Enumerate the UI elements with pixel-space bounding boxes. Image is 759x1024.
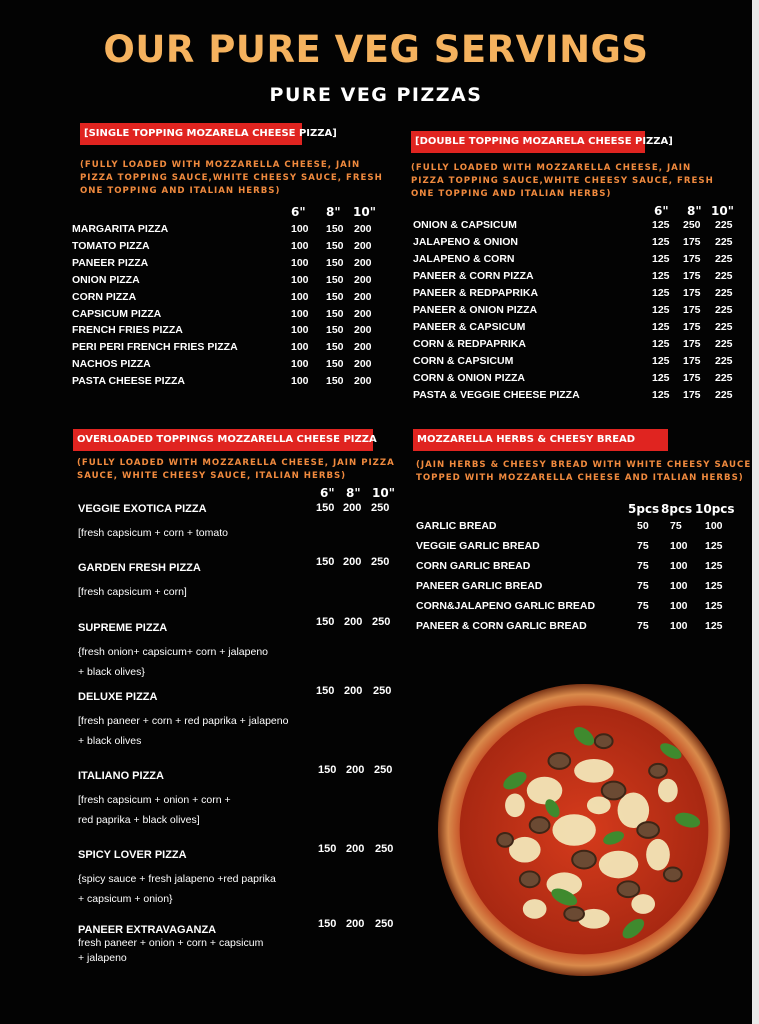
double-topping-price: 225 — [715, 321, 733, 333]
single-topping-price: 200 — [354, 273, 372, 286]
double-topping-price: 125 — [652, 236, 670, 248]
double-topping-name: PANEER & REDPAPRIKA — [413, 287, 539, 299]
single-topping-price: 150 — [326, 358, 344, 371]
bread-name: CORN GARLIC BREAD — [416, 560, 531, 572]
double-topping-price: 125 — [652, 355, 670, 367]
overloaded-pizza-price: 200 — [346, 843, 365, 855]
double-topping-price: 125 — [652, 270, 670, 282]
single-topping-price: 150 — [326, 256, 344, 269]
single-topping-banner: [SINGLE TOPPING MOZARELA CHEESE PIZZA] — [80, 123, 302, 145]
double-topping-price: 125 — [652, 287, 670, 299]
double-topping-price: 175 — [683, 304, 701, 316]
overloaded-pizza-price: 250 — [375, 843, 394, 855]
double-topping-name: CORN & CAPSICUM — [413, 355, 514, 367]
overloaded-pizza-ingredients: {spicy sauce + fresh jalapeno +red paprika + capsicum + onion} — [78, 873, 276, 905]
single-topping-price: 200 — [354, 324, 372, 337]
overloaded-pizza-price: 150 — [316, 556, 335, 568]
double-topping-price: 250 — [683, 219, 701, 231]
bread-price: 75 — [637, 600, 649, 612]
double-topping-price: 175 — [683, 270, 701, 282]
double-topping-price: 175 — [683, 389, 701, 401]
double-topping-price: 225 — [715, 287, 733, 299]
bread-price: 100 — [670, 580, 688, 592]
double-topping-price: 125 — [652, 253, 670, 265]
single-topping-name: NACHOS PIZZA — [72, 358, 151, 371]
single-topping-name: MARGARITA PIZZA — [72, 223, 169, 235]
double-topping-name: PANEER & CAPSICUM — [413, 321, 526, 333]
double-topping-name: PASTA & VEGGIE CHEESE PIZZA — [413, 389, 580, 401]
page-title: OUR PURE VEG SERVINGS — [103, 28, 649, 71]
single-topping-price: 100 — [291, 223, 309, 235]
single-topping-price: 150 — [326, 239, 344, 252]
single-topping-name: FRENCH FRIES PIZZA — [72, 324, 183, 337]
overloaded-pizza-price: 150 — [318, 764, 337, 776]
single-topping-price: 150 — [326, 375, 344, 388]
overloaded-topping-banner: OVERLOADED TOPPINGS MOZZARELLA CHEESE PIZZA — [73, 429, 373, 451]
overloaded-pizza-price: 150 — [318, 843, 337, 855]
single-topping-price: 100 — [291, 256, 309, 269]
overloaded-pizza-price: 250 — [375, 918, 394, 930]
overloaded-pizza-price: 200 — [343, 502, 362, 514]
double-topping-description: (FULLY LOADED WITH MOZZARELLA CHEESE, JAIN PIZZA TOPPING SAUCE,WHITE CHEESY SAUCE, FRESH ONE TOPPING AND ITALIAN HERBS) — [411, 163, 714, 199]
overloaded-pizza-price: 150 — [316, 685, 335, 697]
single-topping-price: 200 — [354, 341, 372, 354]
double-topping-price: 225 — [715, 355, 733, 367]
double-topping-price: 225 — [715, 372, 733, 384]
single-topping-price: 150 — [326, 223, 344, 235]
single-topping-price: 150 — [326, 341, 344, 354]
single-topping-price: 100 — [291, 273, 309, 286]
bread-price: 100 — [670, 560, 688, 572]
double-topping-price: 175 — [683, 338, 701, 350]
single-topping-price: 100 — [291, 307, 309, 320]
single-topping-price: 100 — [291, 290, 309, 303]
double-topping-price: 175 — [683, 287, 701, 299]
overloaded-pizza-price: 200 — [344, 616, 363, 628]
double-topping-price: 225 — [715, 236, 733, 248]
overloaded-pizza-name: DELUXE PIZZA — [78, 691, 158, 703]
bread-price: 125 — [705, 540, 723, 552]
bread-name: CORN&JALAPENO GARLIC BREAD — [416, 600, 596, 612]
double-topping-name: JALAPENO & ONION — [413, 236, 519, 248]
double-topping-name: CORN & ONION PIZZA — [413, 372, 525, 384]
double-topping-price: 125 — [652, 372, 670, 384]
bread-price: 75 — [637, 560, 649, 572]
double-topping-price: 225 — [715, 304, 733, 316]
overloaded-pizza-name: VEGGIE EXOTICA PIZZA — [78, 503, 207, 515]
single-topping-price: 100 — [291, 341, 309, 354]
single-topping-name: CORN PIZZA — [72, 290, 137, 303]
bread-price: 100 — [705, 520, 723, 532]
overloaded-pizza-name: ITALIANO PIZZA — [78, 770, 164, 782]
bread-price: 125 — [705, 600, 723, 612]
double-topping-price: 175 — [683, 321, 701, 333]
overloaded-pizza-price: 250 — [373, 685, 392, 697]
overloaded-pizza-ingredients: [fresh paneer + corn + red paprika + jalapeno + black olives — [78, 715, 289, 747]
double-topping-name: PANEER & CORN PIZZA — [413, 270, 534, 282]
bread-name: GARLIC BREAD — [416, 520, 497, 532]
overloaded-pizza-price: 150 — [316, 616, 335, 628]
overloaded-pizza-price: 200 — [343, 556, 362, 568]
single-topping-price: 200 — [354, 239, 372, 252]
single-topping-name: TOMATO PIZZA — [72, 239, 150, 252]
double-topping-price: 125 — [652, 389, 670, 401]
single-topping-price: 200 — [354, 223, 372, 235]
bread-price: 75 — [670, 520, 682, 532]
single-topping-name: CAPSICUM PIZZA — [72, 307, 162, 320]
overloaded-pizza-ingredients: [fresh capsicum + corn] — [78, 586, 187, 598]
bread-price: 75 — [637, 580, 649, 592]
double-topping-price: 175 — [683, 372, 701, 384]
overloaded-pizza-price: 150 — [316, 502, 335, 514]
overloaded-pizza-price: 150 — [318, 918, 337, 930]
double-topping-banner: [DOUBLE TOPPING MOZARELA CHEESE PIZZA] — [411, 131, 645, 153]
overloaded-pizza-price: 250 — [371, 502, 390, 514]
bread-price: 75 — [637, 620, 649, 632]
single-topping-price: 200 — [354, 256, 372, 269]
single-topping-price: 150 — [326, 307, 344, 320]
double-topping-name: CORN & REDPAPRIKA — [413, 338, 526, 350]
bread-price: 50 — [637, 520, 649, 532]
double-topping-price: 225 — [715, 219, 733, 231]
overloaded-pizza-ingredients: {fresh onion+ capsicum+ corn + jalapeno + black olives} — [78, 646, 268, 678]
double-topping-price: 225 — [715, 338, 733, 350]
overloaded-pizza-name: GARDEN FRESH PIZZA — [78, 562, 201, 574]
bread-name: PANEER & CORN GARLIC BREAD — [416, 620, 587, 632]
single-topping-price: 200 — [354, 358, 372, 371]
double-topping-name: ONION & CAPSICUM — [413, 219, 517, 231]
bread-price: 100 — [670, 620, 688, 632]
double-topping-price: 125 — [652, 219, 670, 231]
overloaded-topping-description: (FULLY LOADED WITH MOZZARELLA CHEESE, JAIN PIZZA SAUCE, WHITE CHEESY SAUCE, ITALIAN HERBS) — [77, 458, 395, 481]
overloaded-pizza-price: 250 — [374, 764, 393, 776]
single-topping-price: 200 — [354, 375, 372, 388]
single-topping-price: 100 — [291, 375, 309, 388]
bread-price: 125 — [705, 580, 723, 592]
single-topping-name: PANEER PIZZA — [72, 256, 149, 269]
single-topping-price: 150 — [326, 273, 344, 286]
single-topping-price: 200 — [354, 307, 372, 320]
pizza-photo — [436, 682, 732, 978]
bread-price: 75 — [637, 540, 649, 552]
bread-name: PANEER GARLIC BREAD — [416, 580, 543, 592]
bread-price: 125 — [705, 620, 723, 632]
single-topping-name: PASTA CHEESE PIZZA — [72, 375, 185, 388]
double-topping-price: 125 — [652, 304, 670, 316]
single-topping-name: PERI PERI FRENCH FRIES PIZZA — [72, 341, 238, 354]
single-topping-price: 100 — [291, 239, 309, 252]
single-topping-description: (FULLY LOADED WITH MOZZARELLA CHEESE, JAIN PIZZA TOPPING SAUCE,WHITE CHEESY SAUCE, FRESH ONE TOPPING AND ITALIAN HERBS) — [80, 160, 383, 196]
double-topping-price: 175 — [683, 253, 701, 265]
single-topping-price: 150 — [326, 324, 344, 337]
bread-banner: MOZZARELLA HERBS & CHEESY BREAD — [413, 429, 668, 451]
bread-price: 100 — [670, 600, 688, 612]
overloaded-pizza-price: 200 — [346, 918, 365, 930]
single-topping-name: ONION PIZZA — [72, 273, 140, 286]
double-topping-name: JALAPENO & CORN — [413, 253, 515, 265]
overloaded-pizza-price: 200 — [346, 764, 365, 776]
double-topping-price: 175 — [683, 355, 701, 367]
double-topping-price: 225 — [715, 253, 733, 265]
overloaded-pizza-ingredients: [fresh capsicum + corn + tomato — [78, 527, 228, 539]
overloaded-pizza-price: 200 — [344, 685, 363, 697]
bread-description: (JAIN HERBS & CHEESY BREAD WITH WHITE CHEESY SAUCE TOPPED WITH MOZZARELLA CHEESE AND ITALIAN HERBS) — [416, 460, 752, 483]
double-topping-price: 225 — [715, 270, 733, 282]
overloaded-pizza-name: PANEER EXTRAVAGANZA — [78, 924, 217, 936]
double-topping-name: PANEER & ONION PIZZA — [413, 304, 538, 316]
bread-name: VEGGIE GARLIC BREAD — [416, 540, 540, 552]
single-topping-price: 100 — [291, 358, 309, 371]
overloaded-pizza-name: SUPREME PIZZA — [78, 622, 168, 634]
bread-price: 100 — [670, 540, 688, 552]
single-topping-price: 200 — [354, 290, 372, 303]
overloaded-pizza-ingredients: fresh paneer + onion + corn + capsicum + jalapeno — [78, 937, 264, 964]
double-topping-price: 225 — [715, 389, 733, 401]
double-topping-price: 125 — [652, 321, 670, 333]
menu-page: OUR PURE VEG SERVINGS PURE VEG PIZZAS [SINGLE TOPPING MOZARELA CHEESE PIZZA] (FULLY LOADED WITH MOZZARELLA CHEESE, JAIN PIZZA TOPPING SAUCE,WHITE CHEESY SAUCE, FRESH ONE TOPPING AND ITALIAN HERBS) 6" 8" 10" MARGARITA PIZZA 100 150 200 TOMATO PIZZA 100 150 200 PANEER PIZZA 100 150 200 ONION PIZZA 100 150 200 CORN PIZZA 100 150 200 CAPSICUM PIZZA 100 150 200 FRENCH FRIES PIZZA 100 150 200 PERI PERI FRENCH FRIES PIZZA 100 150 200 NACHOS PIZZA 100 150 200 PASTA CHEESE PIZZA 100 150 200 [DOUBLE TOPPING MOZARELA CHEESE PIZZA] (FULLY LOADED WITH MOZZARELLA CHEESE, JAIN PIZZA TOPPING SAUCE,WHITE CHEESY SAUCE, FRESH ONE TOPPING AND ITALIAN HERBS) 6" 8" 10" ONION & CAPSICUM 125 250 225 JALAPENO & ONION 125 175 225 JALAPENO & CORN 125 175 225 PANEER & CORN PIZZA 125 175 225 PANEER & REDPAPRIKA 125 175 225 PANEER & ONION PIZZA 125 175 225 PANEER & CAPSICUM 125 175 225 CORN & REDPAPRIKA 125 175 225 CORN & CAPSICUM 125 175 225 CORN & ONION PIZZA 125 175 225 PASTA & VEGGIE CHEESE PIZZA 125 175 225 OVERLOADED TOPPINGS MOZZARELLA CHEESE PIZZA (FULLY LOADED WITH MOZZARELLA CHEESE, JAIN PIZZA SAUCE, WHITE CHEESY SAUCE, ITALIAN HERBS) 6" 8" 10" VEGGIE EXOTICA PIZZA 150 200 250 [fresh capsicum + corn + tomato GARDEN FRESH PIZZA 150 200 250 [fresh capsicum + corn] SUPREME PIZZA 150 200 250 {fresh onion+ capsicum+ corn + jalapeno + black olives} DELUXE PIZZA 150 200 250 [fresh paneer + corn + red paprika + jalapeno + black olives ITALIANO PIZZA 150 200 250 [fresh capsicum + onion + corn + red paprika + black olives] SPICY LOVER PIZZA 150 200 250 {spicy sauce + fresh jalapeno +red paprika + capsicum + onion} PANEER EXTRAVAGANZA 150 200 250 fresh paneer + onion + corn + capsicum + jalapeno MOZZARELLA HERBS & CHEESY BREAD (JAIN HERBS & CHEESY BREAD WITH WHITE CHEESY SAUCE TOPPED WITH MOZZARELLA CHEESE AND ITALIAN HERBS) 5pcs 8pcs 10pcs GARLIC BREAD 50 75 100 VEGGIE GARLIC BREAD 75 100 125 CORN GARLIC BREAD 75 100 125 PANEER GARLIC BREAD 75 100 125 CORN&JALAPENO GARLIC BREAD 75 100 125 PANEER & CORN GARLIC BREAD 75 100 125 — [0, 0, 752, 1024]
single-topping-price: 100 — [291, 324, 309, 337]
double-topping-price: 175 — [683, 236, 701, 248]
overloaded-pizza-price: 250 — [372, 616, 391, 628]
page-subtitle: PURE VEG PIZZAS — [269, 84, 483, 106]
double-topping-price: 125 — [652, 338, 670, 350]
overloaded-pizza-ingredients: [fresh capsicum + onion + corn + red paprika + black olives] — [78, 794, 231, 826]
overloaded-pizza-price: 250 — [371, 556, 390, 568]
overloaded-pizza-name: SPICY LOVER PIZZA — [78, 849, 187, 861]
single-topping-price: 150 — [326, 290, 344, 303]
bread-price: 125 — [705, 560, 723, 572]
